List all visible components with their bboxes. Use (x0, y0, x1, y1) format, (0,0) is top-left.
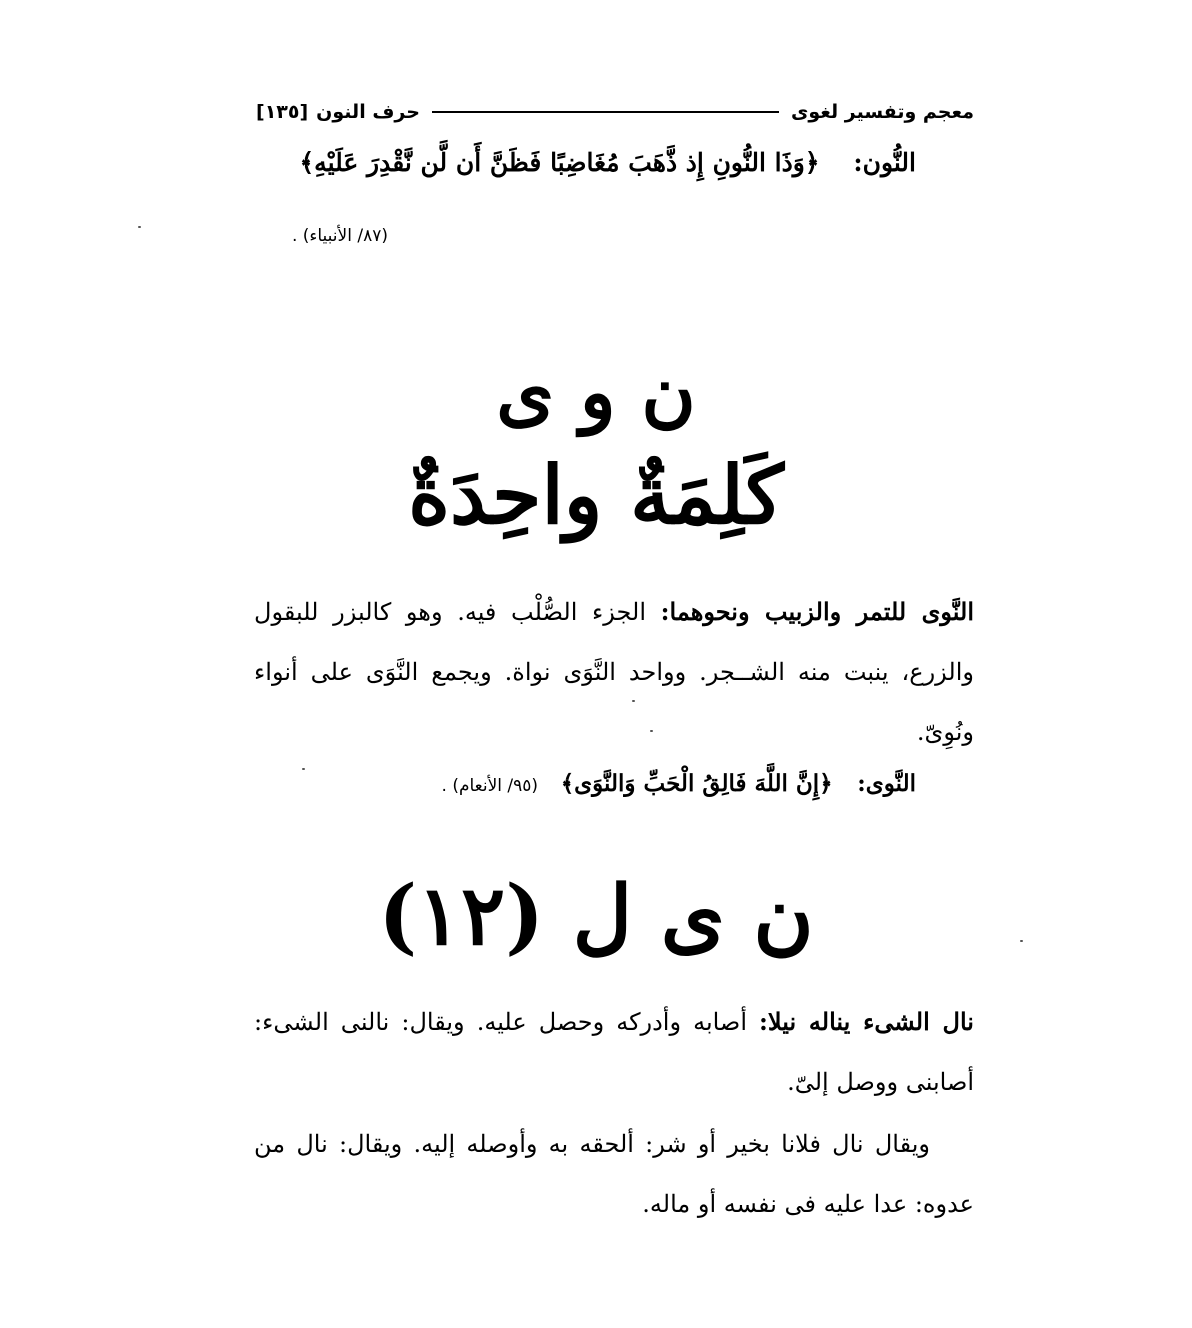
root-subtitle-one-word: كَلِمَةٌ واحِدَةٌ (408, 448, 784, 542)
root-heading-nyl: ن ى ل (١٢) (378, 868, 814, 964)
scan-speck (1020, 940, 1023, 942)
nwy-example-verse: ﴿إِنَّ اللَّهَ فَالِقُ الْحَبِّ وَالنَّوَى﴾ (560, 770, 833, 797)
scan-speck (650, 730, 653, 732)
running-header (256, 96, 974, 128)
noon-verse-line (300, 148, 916, 177)
page-number: [١٣٥] (256, 101, 309, 123)
nwy-example-head: النَّوى: (857, 770, 916, 797)
scan-speck (138, 226, 141, 228)
noon-headword: النُّون: (853, 148, 916, 177)
book-title: معجم وتفسير لغوى (790, 101, 974, 123)
root-heading-nwy: ن و ى (496, 350, 696, 436)
scan-speck (632, 700, 635, 702)
nyl-paragraph-1 (254, 992, 974, 1112)
nwy-example-line (442, 770, 916, 797)
nwy-definition-body: الجزء الصُّلْب فيه. وهو كالبزر للبقول والزرع، ينبت منه الشــجر. وواحد النَّوَى نواة. ويجمع النَّوَى على أنواء ونُوِىّ. (254, 598, 974, 746)
nyl-p1-head: نال الشىء يناله نيلا: (759, 1007, 974, 1036)
nyl-p2-body: ويقال نال فلانا بخير أو شر: ألحقه به وأوصله إليه. ويقال: نال من عدوه: عدا عليه فى نفسه أو ماله. (254, 1130, 974, 1218)
noon-citation: (٨٧/ الأنبياء) . (291, 226, 388, 246)
nwy-example-citation: (٩٥/ الأنعام) . (441, 776, 539, 796)
nyl-paragraph-2 (254, 1114, 974, 1234)
section-title: حرف النون (316, 101, 420, 123)
noon-verse: ﴿وَذَا النُّونِ إِذ ذَّهَبَ مُغَاضِبًا فَظَنَّ أَن لَّن نَّقْدِرَ عَلَيْهِ﴾ (299, 148, 820, 177)
nyl-p1-body: أصابه وأدركه وحصل عليه. ويقال: نالنى الشىء: أصابنى ووصل إلىّ. (254, 1008, 974, 1096)
header-rule (432, 111, 779, 113)
nwy-definition-head: النَّوى للتمر والزبيب ونحوهما: (660, 597, 974, 626)
nwy-definition-paragraph (254, 582, 974, 762)
scan-speck (302, 768, 305, 770)
